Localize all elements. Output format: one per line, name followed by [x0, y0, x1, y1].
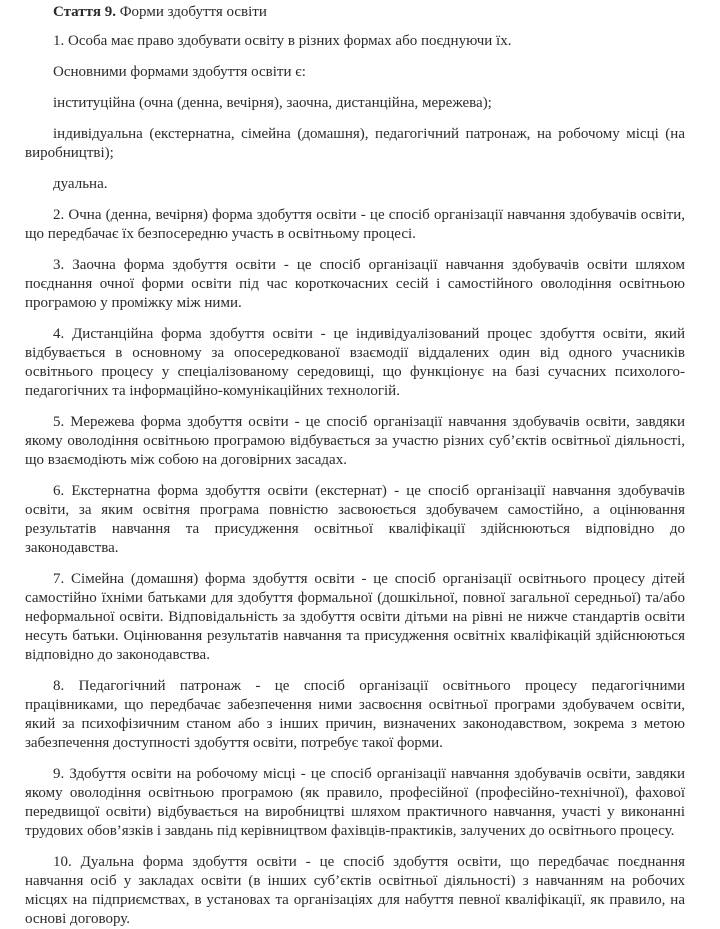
- paragraph-forms-individual: індивідуальна (екстернатна, сімейна (домашня), педагогічний патронаж, на робочому місці (на виробництві);: [25, 126, 685, 161]
- paragraph-forms-dual: дуальна.: [53, 176, 108, 192]
- paragraph-8: 8. Педагогічний патронаж - це спосіб організації освітнього процесу педагогічними працівниками, що передбачає забезпечення ними засвоєння освітньої програми здобувачем освіти, який за психофізичним станом або з інших причин, визначених законодавством, зокрема з метою забезпечення доступності здобуття освіти, потребує такої форми.: [25, 678, 685, 751]
- article-heading: [25, 3, 685, 22]
- paragraph-7: 7. Сімейна (домашня) форма здобуття освіти - це спосіб організації освітнього процесу дітей самостійно їхніми батьками для здобуття формальної (дошкільної, повної загальної середньої) та/або неформальної освіти. Відповідальність за здобуття освіти дітьми на рівні не нижче стандартів освіти несуть батьки. Оцінювання результатів навчання та присудження освітніх кваліфікацій здійснюються відповідно до законодавства.: [25, 571, 685, 663]
- paragraph-6: 6. Екстернатна форма здобуття освіти (екстернат) - це спосіб організації навчання здобувачів освіти, за яким освітня програма повністю засвоюється здобувачем самостійно, а оцінювання результатів навчання та присудження освітньої кваліфікації здійснюються відповідно до законодавства.: [25, 483, 685, 556]
- paragraph-1: 1. Особа має право здобувати освіту в різних формах або поєднуючи їх.: [53, 33, 512, 49]
- paragraph-forms-institutional: інституційна (очна (денна, вечірня), заочна, дистанційна, мережева);: [53, 95, 492, 111]
- article-title: Форми здобуття освіти: [119, 4, 267, 20]
- paragraph-3: 3. Заочна форма здобуття освіти - це спосіб організації навчання здобувачів освіти шляхом поєднання очної форми освіти під час короткочасних сесій і самостійного оволодіння освітньою програмою у проміжку між ними.: [25, 257, 685, 311]
- paragraph-4: 4. Дистанційна форма здобуття освіти - це індивідуалізований процес здобуття освіти, який відбувається в основному за опосередкованої взаємодії віддалених один від одного учасників освітнього процесу у спеціалізованому середовищі, що функціонує на базі сучасних психолого-педагогічних та інформаційно-комунікаційних технологій.: [25, 326, 685, 399]
- document-body: [25, 0, 685, 929]
- paragraph-9: 9. Здобуття освіти на робочому місці - це спосіб організації навчання здобувачів освіти, завдяки якому оволодіння освітньою програмою (як правило, професійної (професійно-технічної), фахової передвищої освіти) відбувається на виробництві шляхом практичного навчання, участі у виконанні трудових обов’язків і завдань під керівництвом фахівців-практиків, залучених до освітнього процесу.: [25, 766, 685, 839]
- paragraph-2: 2. Очна (денна, вечірня) форма здобуття освіти - це спосіб організації навчання здобувачів освіти, що передбачає їх безпосередню участь в освітньому процесі.: [25, 207, 685, 242]
- paragraph-forms-intro: Основними формами здобуття освіти є:: [53, 64, 306, 80]
- article-label: Стаття 9.: [53, 4, 116, 20]
- paragraph-10: 10. Дуальна форма здобуття освіти - це спосіб здобуття освіти, що передбачає поєднання навчання осіб у закладах освіти (в інших суб’єктів освітньої діяльності) з навчанням на робочих місцях на підприємствах, в установах та організаціях для набуття певної кваліфікації, як правило, на основі договору.: [25, 854, 685, 927]
- paragraph-5: 5. Мережева форма здобуття освіти - це спосіб організації навчання здобувачів освіти, завдяки якому оволодіння освітньою програмою відбувається за участю різних суб’єктів освітньої діяльності, що взаємодіють між собою на договірних засадах.: [25, 414, 685, 468]
